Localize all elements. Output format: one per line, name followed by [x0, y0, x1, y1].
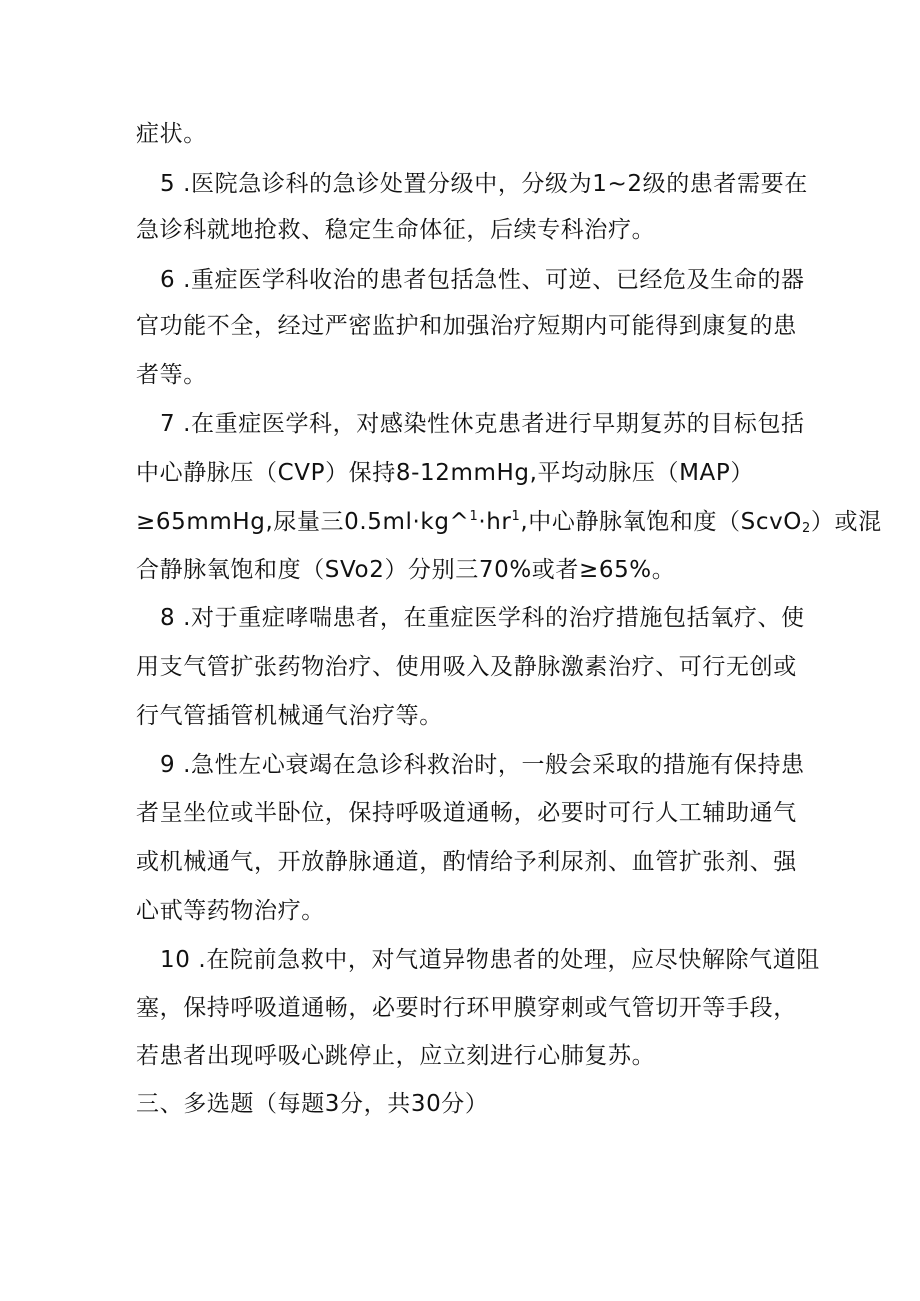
superscript: 1 — [511, 509, 521, 524]
text-line-10: 合静脉氧饱和度（SVo2）分别三70%或者≥65%。 — [136, 557, 676, 583]
text-line-6: 者等。 — [136, 362, 207, 388]
text-line-13: 行气管插管机械通气治疗等。 — [136, 703, 443, 729]
text-segment: ≥65mmHg,尿量三0.5ml·kg^ — [136, 509, 470, 535]
text-line-2: 5 .医院急诊科的急诊处置分级中，分级为1~2级的患者需要在 — [160, 171, 808, 197]
text-line-9 — [136, 507, 882, 537]
text-segment: ）或混 — [810, 509, 882, 535]
text-line-16: 或机械通气，开放静脉通道，酌情给予利尿剂、血管扩张剂、强 — [136, 849, 797, 875]
text-segment: ·hr — [478, 509, 512, 535]
text-line-17: 心甙等药物治疗。 — [136, 898, 325, 924]
text-line-15: 者呈坐位或半卧位，保持呼吸道通畅，必要时可行人工辅助通气 — [136, 800, 797, 826]
superscript: 1 — [469, 509, 479, 524]
text-line-19: 塞，保持呼吸道通畅，必要时行环甲膜穿刺或气管切开等手段， — [136, 995, 797, 1021]
text-line-18: 10 .在院前急救中，对气道异物患者的处理，应尽快解除气道阻 — [160, 947, 820, 973]
text-line-12: 用支气管扩张药物治疗、使用吸入及静脉激素治疗、可行无创或 — [136, 654, 797, 680]
text-line-14: 9 .急性左心衰竭在急诊科救治时，一般会采取的措施有保持患 — [160, 752, 805, 778]
text-line-1: 症状。 — [136, 121, 207, 147]
text-line-3: 急诊科就地抢救、稳定生命体征，后续专科治疗。 — [136, 217, 656, 243]
text-line-7: 7 .在重症医学科，对感染性休克患者进行早期复苏的目标包括 — [160, 411, 805, 437]
subscript: 2 — [802, 521, 811, 536]
text-line-5: 官功能不全，经过严密监护和加强治疗短期内可能得到康复的患 — [136, 313, 797, 339]
text-segment: ,中心静脉氧饱和度（ScvO — [520, 509, 803, 535]
text-line-20: 若患者出现呼吸心跳停止，应立刻进行心肺复苏。 — [136, 1043, 656, 1069]
text-line-8: 中心静脉压（CVP）保持8-12mmHg,平均动脉压（MAP） — [136, 460, 754, 486]
text-line-4: 6 .重症医学科收治的患者包括急性、可逆、已经危及生命的器 — [160, 267, 805, 293]
text-line-11: 8 .对于重症哮喘患者，在重症医学科的治疗措施包括氧疗、使 — [160, 605, 805, 631]
section-heading: 三、多选题（每题3分，共30分） — [136, 1091, 489, 1117]
